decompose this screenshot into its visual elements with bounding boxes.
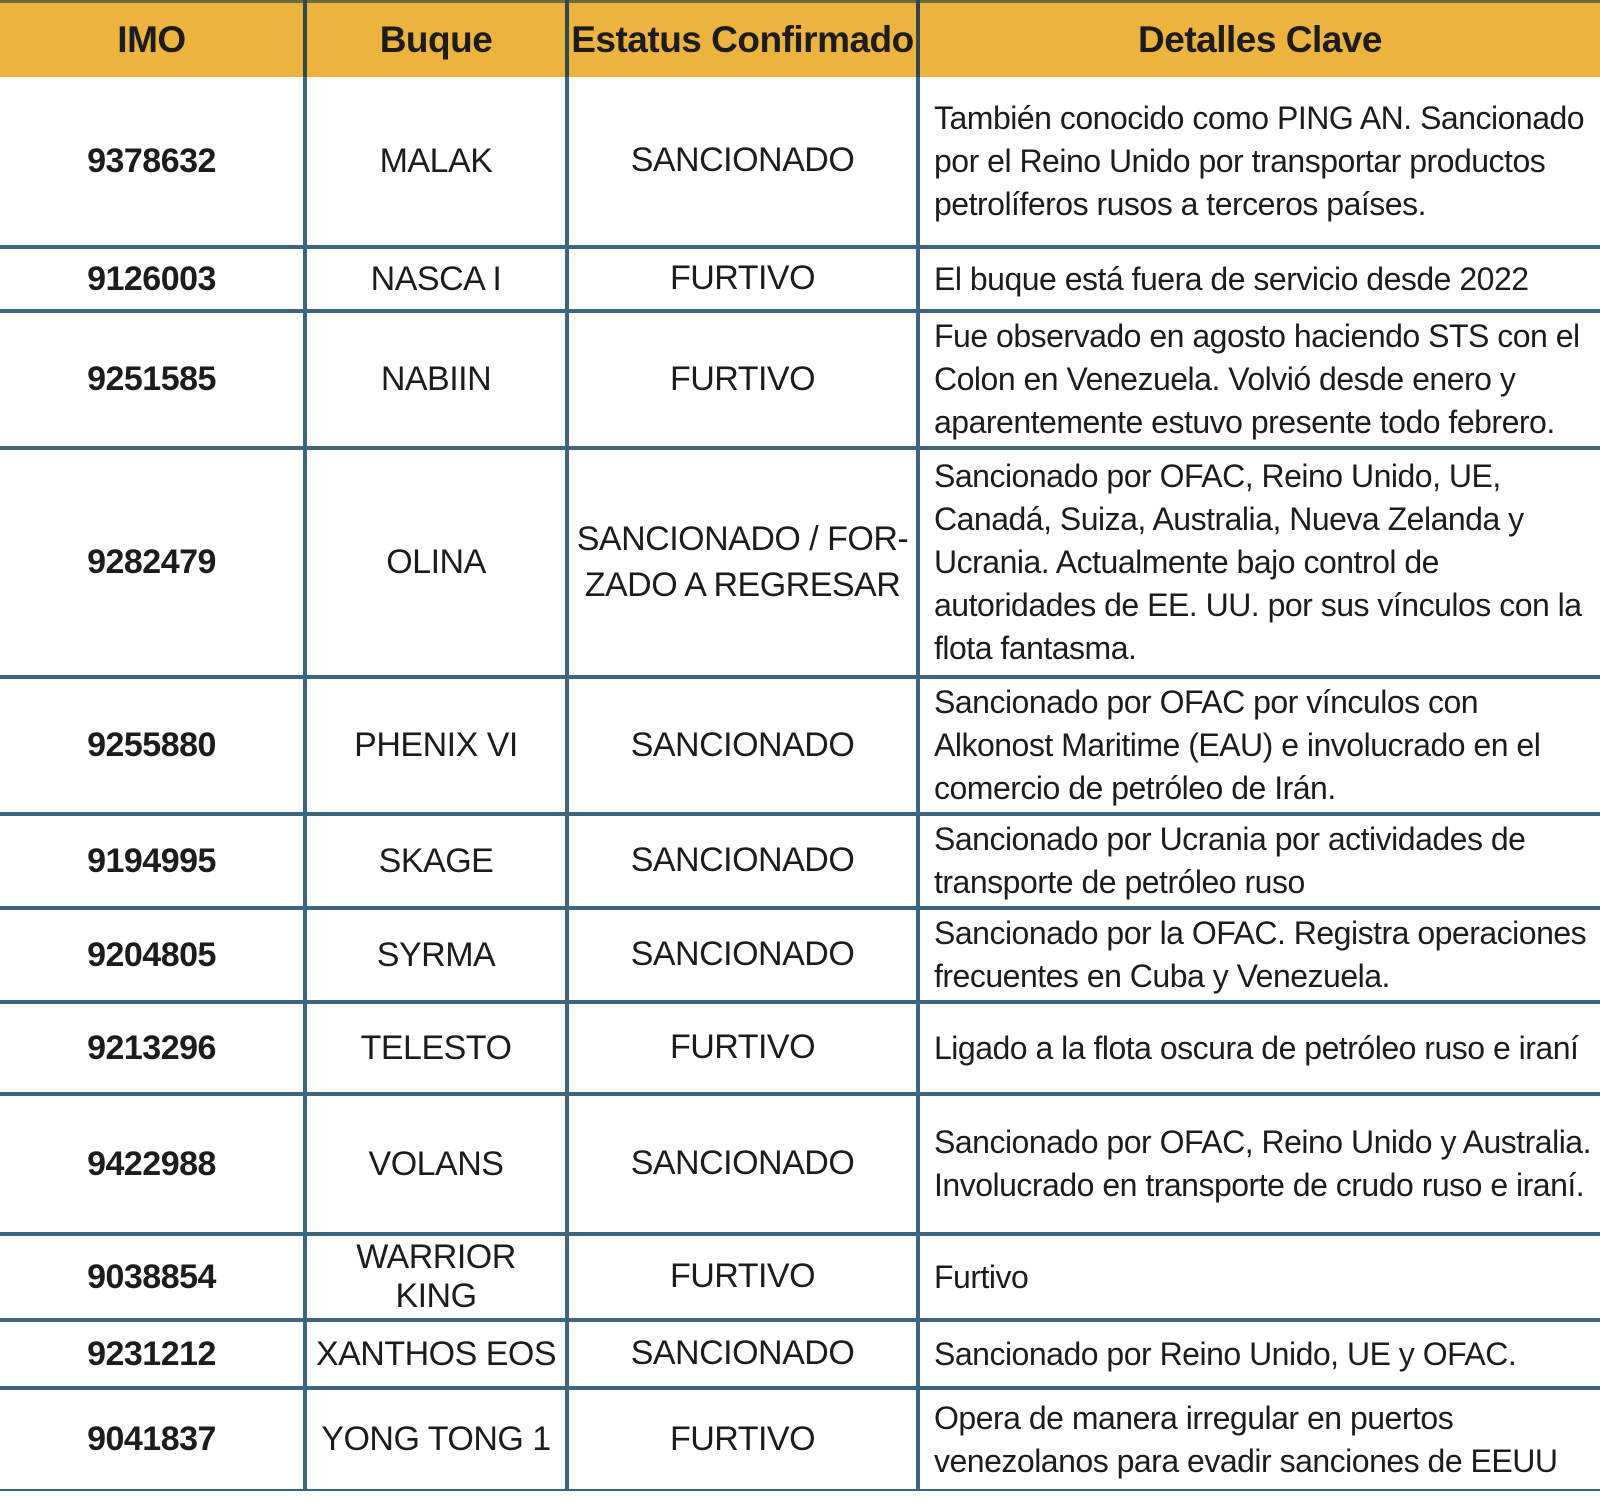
imo-cell: 9282479 (0, 448, 305, 677)
status-cell: SANCIONADO (567, 1094, 918, 1234)
status-cell: SANCIONADO (567, 677, 918, 814)
table-row (0, 677, 1600, 814)
details-cell: Opera de manera irregular en puertos venezolanos para evadir sanciones de EEUU (918, 1388, 1600, 1490)
imo-cell: 9126003 (0, 247, 305, 311)
status-cell: SANCIONADO / FOR-ZADO A REGRESAR (567, 448, 918, 677)
table-row (0, 311, 1600, 448)
vessel-name-cell: XANTHOS EOS (305, 1320, 567, 1388)
imo-cell: 9251585 (0, 311, 305, 448)
status-cell: FURTIVO (567, 1388, 918, 1490)
column-header-imo: IMO (0, 2, 305, 78)
status-cell: SANCIONADO (567, 77, 918, 247)
table-row (0, 814, 1600, 908)
details-cell: El buque está fuera de servicio desde 2022 (918, 247, 1600, 311)
vessel-name-cell: PHENIX VI (305, 677, 567, 814)
vessel-name-cell: WARRIOR KING (305, 1234, 567, 1320)
vessel-name-cell: VOLANS (305, 1094, 567, 1234)
table-header (0, 2, 1600, 78)
table-row (0, 77, 1600, 247)
details-cell: Furtivo (918, 1234, 1600, 1320)
table-row (0, 1388, 1600, 1490)
status-cell: FURTIVO (567, 311, 918, 448)
table-row (0, 908, 1600, 1002)
imo-cell: 9041837 (0, 1388, 305, 1490)
vessel-name-cell: OLINA (305, 448, 567, 677)
vessel-name-cell: SYRMA (305, 908, 567, 1002)
table-body (0, 77, 1600, 1490)
vessel-name-cell: TELESTO (305, 1002, 567, 1094)
imo-cell: 9378632 (87, 141, 216, 180)
table-row (0, 1094, 1600, 1234)
status-cell: FURTIVO (567, 247, 918, 311)
imo-cell: 9194995 (0, 814, 305, 908)
status-cell: SANCIONADO (567, 814, 918, 908)
column-header-vessel: Buque (305, 2, 567, 78)
vessel-name-cell: NASCA I (305, 247, 567, 311)
details-cell: Ligado a la flota oscura de petróleo ruso e iraní (918, 1002, 1600, 1094)
imo-cell: 9213296 (0, 1002, 305, 1094)
table-row (0, 1320, 1600, 1388)
imo-cell: 9255880 (0, 677, 305, 814)
header-row (0, 2, 1600, 78)
details-cell: Sancionado por Reino Unido, UE y OFAC. (918, 1320, 1600, 1388)
details-cell: Sancionado por Ucrania por actividades de transporte de petróleo ruso (918, 814, 1600, 908)
status-cell: SANCIONADO (567, 1320, 918, 1388)
vessel-name-cell: MALAK (305, 77, 567, 247)
table-row (0, 1234, 1600, 1320)
table-row (0, 1002, 1600, 1094)
column-header-status: Estatus Confirmado (567, 2, 918, 78)
details-cell: Sancionado por la OFAC. Registra operaciones frecuentes en Cuba y Venezuela. (918, 908, 1600, 1002)
status-cell: FURTIVO (567, 1234, 918, 1320)
imo-cell: 9231212 (0, 1320, 305, 1388)
details-cell: Fue observado en agosto haciendo STS con el Colon en Venezuela. Volvió desde enero y aparentemente estuvo presente todo febrero. (918, 311, 1600, 448)
details-cell: También conocido como PING AN. Sancionado por el Reino Unido por transportar productos petrolíferos rusos a terceros países. (918, 77, 1600, 247)
imo-cell: 9038854 (0, 1234, 305, 1320)
status-cell: FURTIVO (567, 1002, 918, 1094)
vessel-name-cell: SKAGE (305, 814, 567, 908)
imo-cell: 9204805 (0, 908, 305, 1002)
vessel-name-cell: YONG TONG 1 (305, 1388, 567, 1490)
column-header-details: Detalles Clave (918, 2, 1600, 78)
table-row (0, 448, 1600, 677)
table-row (0, 247, 1600, 311)
details-cell: Sancionado por OFAC por vínculos con Alkonost Maritime (EAU) e involucrado en el comercio de petróleo de Irán. (918, 677, 1600, 814)
vessel-name-cell: NABIIN (305, 311, 567, 448)
details-cell: Sancionado por OFAC, Reino Unido y Australia. Involucrado en transporte de crudo ruso e iraní. (918, 1094, 1600, 1234)
details-cell: Sancionado por OFAC, Reino Unido, UE, Canadá, Suiza, Australia, Nueva Zelanda y Ucrania. Actualmente bajo control de autoridades de EE. UU. por sus vínculos con la flota fantasma. (918, 448, 1600, 677)
imo-cell: 9422988 (0, 1094, 305, 1234)
status-cell: SANCIONADO (567, 908, 918, 1002)
